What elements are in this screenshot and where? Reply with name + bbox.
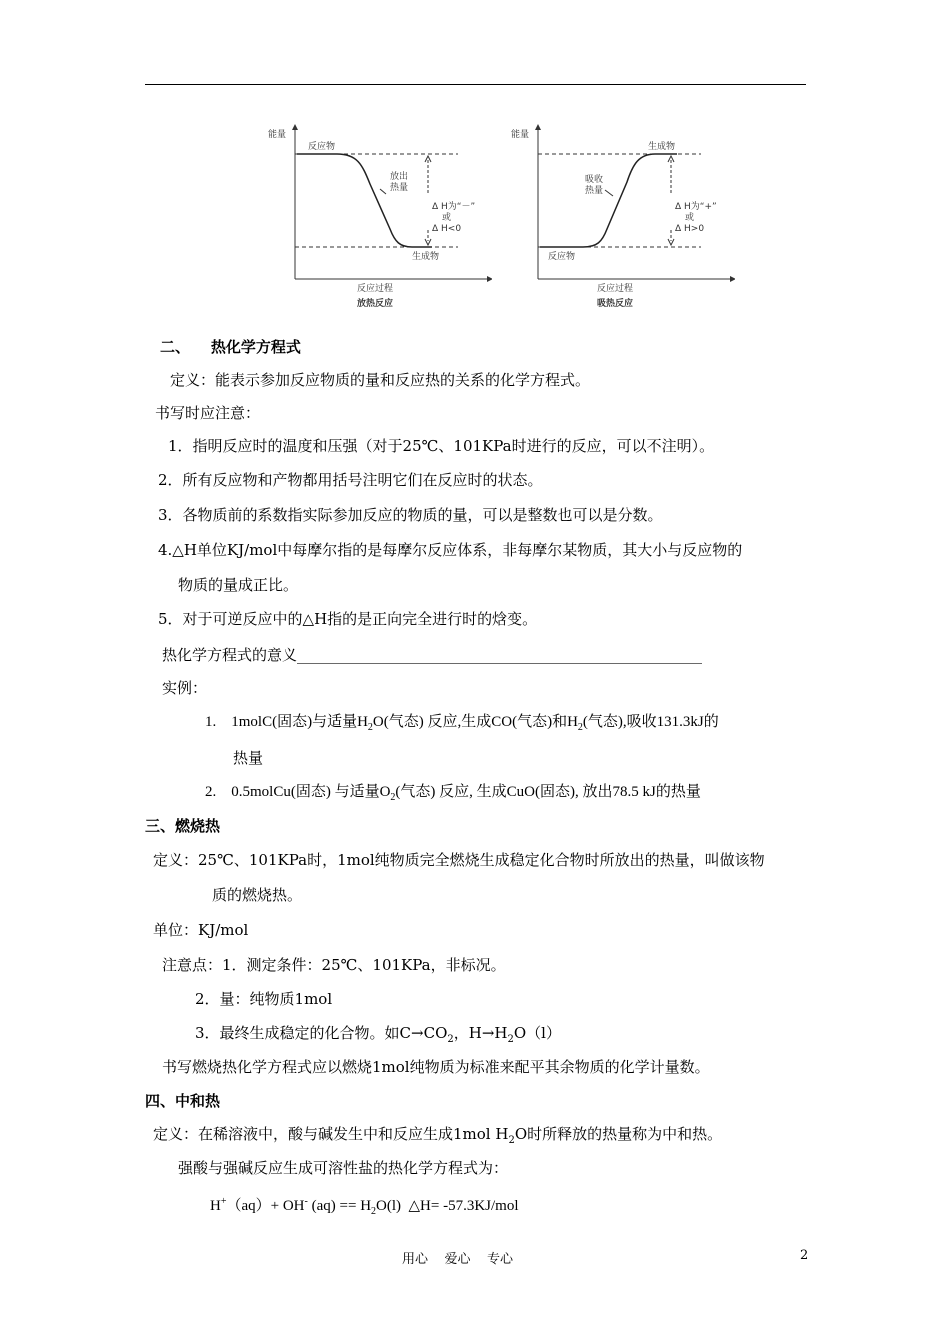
left-bottom-label: 生成物 [412, 252, 440, 262]
subscript: 2 [447, 1034, 454, 1045]
section-heading: 三、燃烧热 [145, 817, 221, 835]
left-arrow-label-1: 放出 [390, 172, 409, 182]
note-item: 4.△H单位KJ/mol中每摩尔指的是每摩尔反应体系，非每摩尔某物质，其大小与反应物的 [158, 541, 743, 559]
right-dh-3: Δ H>0 [675, 224, 705, 234]
meaning-line: 热化学方程式的意义______________________________________________________ [162, 646, 703, 664]
definition-cont: 质的燃烧热。 [212, 886, 303, 904]
left-arrow-label-2: 热量 [390, 183, 409, 193]
example-text: O(气态) 反应,生成CO(气态)和H [372, 714, 578, 730]
note-item-cont: 物质的量成正比。 [178, 576, 299, 594]
section-heading: 四、中和热 [145, 1092, 221, 1110]
note-item: 注意点：1．测定条件：25℃、101KPa，非标况。 [162, 956, 506, 974]
right-top-label: 生成物 [648, 142, 676, 152]
note-item: 1．指明反应时的温度和压强（对于25℃、101KPa时进行的反应，可以不注明）。 [168, 437, 715, 455]
left-dh-2: 或 [442, 213, 452, 223]
left-caption: 放热反应 [357, 299, 394, 309]
subscript: 2 [508, 1135, 515, 1146]
endothermic-diagram [505, 124, 735, 314]
note-item: 2．所有反应物和产物都用括号注明它们在反应时的状态。 [158, 471, 543, 489]
right-bottom-label: 反应物 [548, 252, 576, 262]
left-xlabel: 反应过程 [357, 284, 394, 294]
example-number: 2. [205, 784, 217, 800]
note-item: 5．对于可逆反应中的△H指的是正向完全进行时的焓变。 [158, 610, 538, 628]
rule-text: 书写燃烧热化学方程式应以燃烧1mol纯物质为标准来配平其余物质的化学计量数。 [162, 1058, 710, 1076]
definition-text: O时所释放的热量称为中和热。 [514, 1125, 723, 1143]
exothermic-diagram [262, 124, 492, 314]
right-xlabel: 反应过程 [597, 284, 634, 294]
subscript: 2 [367, 722, 373, 733]
example-text: (气态) 反应, 生成CuO(固态), 放出78.5 kJ的热量 [395, 784, 701, 800]
note-text: 3．最终生成稳定的化合物。如C→CO [195, 1024, 448, 1042]
example-text: (气态),吸收131.3kJ的 [582, 714, 719, 730]
right-caption: 吸热反应 [597, 299, 634, 309]
note-item [195, 1023, 561, 1050]
examples-title: 实例： [162, 679, 208, 697]
right-dh-1: Δ H为“+” [675, 202, 717, 212]
right-arrow-label-2: 热量 [585, 186, 604, 196]
equation-intro: 强酸与强碱反应生成可溶性盐的热化学方程式为： [178, 1159, 509, 1177]
example-1-cont: 热量 [233, 749, 264, 767]
example-number: 1. [205, 714, 217, 730]
right-ylabel: 能量 [511, 130, 530, 140]
header-rule [145, 84, 806, 85]
definition-text: 定义：在稀溶液中，酸与碱发生中和反应生成1mol H [153, 1125, 509, 1143]
note-item: 3．各物质前的系数指实际参加反应的物质的量，可以是整数也可以是分数。 [158, 506, 663, 524]
subscript: 2 [371, 1206, 377, 1217]
left-ylabel: 能量 [268, 130, 287, 140]
left-dh-3: Δ H<0 [432, 224, 462, 234]
example-2 [205, 782, 701, 808]
footer-motto: 用心 爱心 专心 [402, 1252, 514, 1267]
subscript: 2 [507, 1034, 514, 1045]
equation-text: H [210, 1198, 221, 1214]
unit: 单位：KJ/mol [153, 921, 249, 939]
equation-text: (aq) == H [307, 1198, 372, 1214]
subscript: 2 [577, 722, 583, 733]
equation [210, 1192, 519, 1222]
example-text: 1molC(固态)与适量H [231, 714, 368, 730]
example-1 [205, 712, 719, 738]
left-dh-1: Δ H为“－” [432, 202, 476, 212]
section-heading: 二、 热化学方程式 [160, 338, 301, 356]
page-number: 2 [800, 1248, 809, 1263]
definition [153, 1124, 722, 1151]
equation-text: O(l) △H= -57.3KJ/mol [376, 1198, 519, 1214]
example-text: 0.5molCu(固态) 与适量O [231, 784, 391, 800]
note-item: 2．量：纯物质1mol [195, 990, 333, 1008]
right-arrow-label-1: 吸收 [585, 175, 604, 185]
superscript: + [220, 1196, 227, 1207]
superscript: - [304, 1196, 308, 1207]
notes-title: 书写时应注意： [155, 404, 261, 422]
note-text: O（l） [513, 1024, 561, 1042]
subscript: 2 [390, 792, 396, 803]
left-top-label: 反应物 [308, 142, 336, 152]
definition: 定义：能表示参加反应物质的量和反应热的关系的化学方程式。 [170, 371, 591, 389]
right-dh-2: 或 [685, 213, 695, 223]
equation-text: （aq）+ OH [226, 1198, 305, 1214]
definition: 定义：25℃、101KPa时，1mol纯物质完全燃烧生成稳定化合物时所放出的热量，叫做该物 [153, 851, 765, 869]
note-text: ，H→H [453, 1024, 508, 1042]
